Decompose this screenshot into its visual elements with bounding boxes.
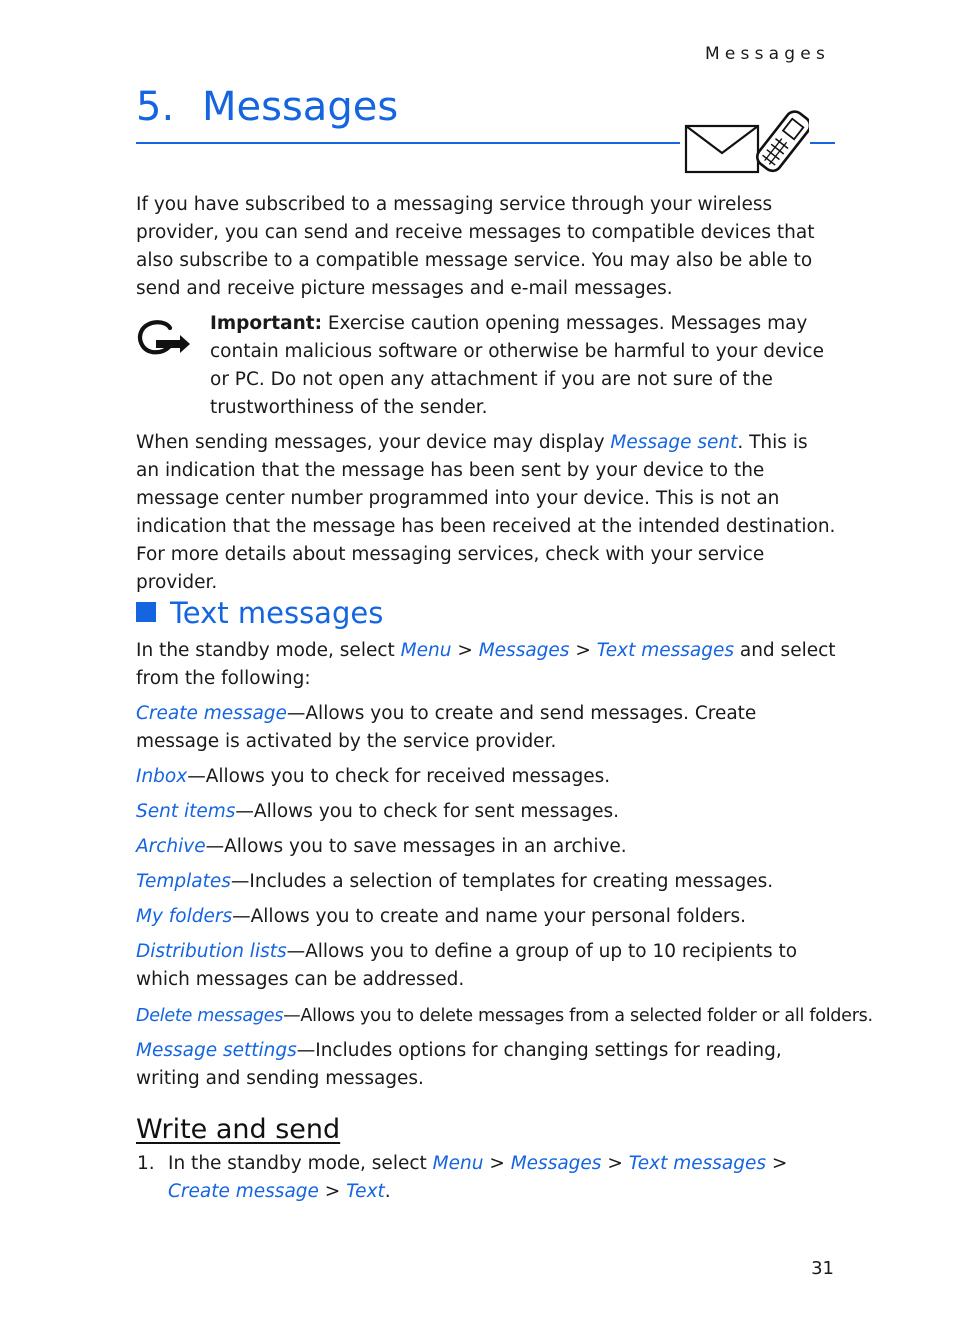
item-term-link[interactable]: Archive [136,836,206,857]
item-term-link[interactable]: Templates [136,871,231,892]
item-term-link[interactable]: Distribution lists [136,941,287,962]
step-create-message-link[interactable]: Create message [168,1181,319,1202]
item-description: —Allows you to check for sent messages. [235,801,620,822]
step-messages-link[interactable]: Messages [510,1153,602,1174]
path-menu-link[interactable]: Menu [400,640,452,661]
item-term-link[interactable]: My folders [136,906,233,927]
item-term-link[interactable]: Sent items [136,801,236,822]
list-item [136,868,836,896]
step-number: 1. [137,1153,155,1174]
envelope-phone-icon [683,106,809,184]
list-item [136,700,836,756]
sending-note-paragraph [136,429,836,597]
step-text [168,1150,818,1206]
intro-paragraph: If you have subscribed to a messaging service through your wireless provider, you can send and receive messages to compatible devices that also subscribe to a compatible message service. You may also be able to send and receive picture messages and e-mail messages. [136,194,815,299]
section-title: Text messages [170,596,384,630]
list-item [136,763,836,791]
step-menu-link[interactable]: Menu [432,1153,484,1174]
section-intro-text: In the standby mode, select [136,640,401,661]
path-separator: > [483,1153,511,1174]
item-description: —Allows you to create and name your personal folders. [232,906,746,927]
list-item [136,1037,836,1093]
step-text-link[interactable]: Text [346,1181,385,1202]
sending-note-text-end: . This is an indication that the message has been sent by your device to the message center number programmed into your device. This is not an indication that the message has been received at the intended destination. For more details about messaging services, check with your service provider. [136,432,836,593]
path-separator: > [451,640,479,661]
item-term-link[interactable]: Delete messages [136,1006,284,1026]
section-intro [136,637,836,693]
sending-note-text: When sending messages, your device may display [136,432,611,453]
list-item [136,938,836,994]
important-text: Exercise caution opening messages. Messages may contain malicious software or otherwise be harmful to your device or PC. Do not open any attachment if you are not sure of the trustworthiness of the sender. [210,313,824,418]
item-description: —Allows you to create and send messages. Create message is activated by the service provider. [136,703,757,752]
message-sent-link[interactable]: Message sent [610,432,738,453]
item-description: —Allows you to delete messages from a selected folder or all folders. [283,1006,873,1026]
chapter-number: 5. [136,84,175,130]
item-description: —Includes options for changing settings for reading, writing and sending messages. [136,1040,782,1089]
path-separator: > [318,1181,347,1202]
item-description: —Allows you to save messages in an archive. [205,836,627,857]
subsection-heading: Write and send [136,1114,341,1145]
chapter-rule-end [810,142,835,144]
path-text-messages-link[interactable]: Text messages [596,640,734,661]
list-item [136,798,836,826]
item-term-link[interactable]: Inbox [136,766,188,787]
path-separator: > [601,1153,629,1174]
chapter-title [136,84,398,130]
list-item [136,833,836,861]
section-intro-text-end: and select from the following: [136,640,836,689]
page-number: 31 [811,1258,834,1279]
item-term-link[interactable]: Create message [136,703,287,724]
path-separator: > [765,1153,788,1174]
section-heading [136,596,383,630]
path-separator: > [569,640,597,661]
path-messages-link[interactable]: Messages [478,640,570,661]
note-hand-icon [136,318,192,364]
chapter-rule [136,142,680,144]
list-item [136,1002,873,1030]
chapter-title-text: Messages [202,84,399,130]
step-text-messages-link[interactable]: Text messages [628,1153,766,1174]
item-description: —Allows you to define a group of up to 10 recipients to which messages can be addressed. [136,941,798,990]
step-text-start: In the standby mode, select [168,1153,433,1174]
running-header: Messages [705,44,830,64]
section-marker [136,602,156,622]
list-item [136,903,836,931]
item-term-link[interactable]: Message settings [136,1040,297,1061]
important-note [210,310,836,422]
item-description: —Includes a selection of templates for creating messages. [230,871,774,892]
important-label: Important: [210,313,322,334]
item-description: —Allows you to check for received messages. [187,766,611,787]
step-text-end: . [384,1181,391,1202]
